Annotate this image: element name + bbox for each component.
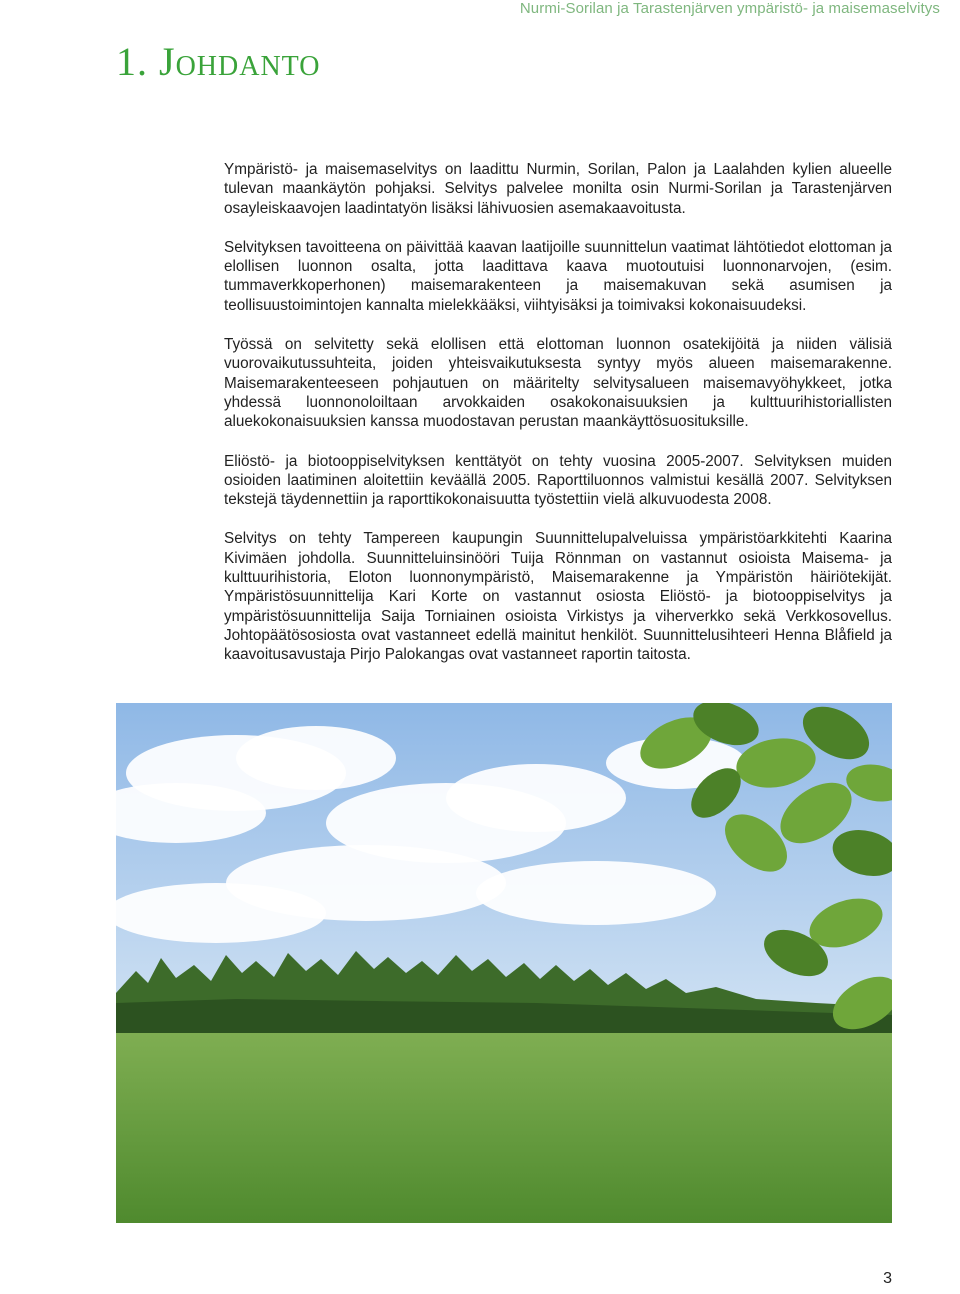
page-number: 3: [883, 1270, 892, 1287]
paragraph-methods: Työssä on selvitetty sekä elollisen että elottoman luonnon osatekijöitä ja niiden välisiä vuorovaikutussuhteita, joiden yhteisvaikutuksesta syntyy myös alueen maisemarakenne. Maisemarakenteeseen pohjautuen on määritelty selvitysalueen maisemavyöhykkeet, jotka yhdessä luonnonoloiltaan arvokkaiden osakokonaisuuksien ja kulttuurihistoriallisten aluekokonaisuuksien kanssa muodostavan perustan maankäyttösuosituksille.: [224, 336, 892, 431]
paragraph-schedule: Eliöstö- ja biotooppiselvityksen kenttätyöt on tehty vuosina 2005-2007. Selvityksen muiden osioiden laatiminen aloitettiin keväällä 2005. Raporttiluonnos valmistui kesällä 2007. Selvityksen tekstejä täydennettiin ja raporttikokonaisuutta työstettiin vielä alkuvuodesta 2008.: [224, 452, 892, 509]
meadow-landscape-photo: [116, 703, 892, 1223]
meadow: [116, 1033, 892, 1223]
paragraph-authors: Selvitys on tehty Tampereen kaupungin Suunnittelupalveluissa ympäristöarkkitehti Kaarina Kivimäen johdolla. Suunnitteluinsinööri Tuija Rönnman on vastannut osioista Maisema- ja kulttuurihistoria, Eloton luonnonympäristö, Maisemarakenne ja Ympäristön häiriötekijät. Ympäristösuunnittelija Kari Korte on vastannut osiosta Eliöstö- ja biotooppiselvitys ja ympäristösuunnittelija Saija Torniainen osioista Virkistys ja viherverkko sekä Verkkosovellus. Johtopäätösosiosta ovat vastanneet edellä mainitut henkilöt. Suunnittelusihteeri Henna Blåfield ja kaavoitusavustaja Pirjo Palokangas ovat vastanneet raportin taitosta.: [224, 530, 892, 664]
chapter-title: 1. Johdanto: [116, 39, 321, 84]
paragraph-intro: Ympäristö- ja maisemaselvitys on laadittu Nurmin, Sorilan, Palon ja Laalahden kylien alueelle tulevan maankäytön pohjaksi. Selvitys palvelee monilta osin Nurmi-Sorilan ja Tarastenjärven osayleiskaavojen laadintatyön lisäksi lähivuosien asemakaavoitusta.: [224, 161, 892, 217]
body-text: [224, 160, 892, 685]
paragraph-objective: Selvityksen tavoitteena on päivittää kaavan laatijoille suunnittelun vaatimat lähtötiedot elottoman ja elollisen luonnon osalta, jotta laadittava kaava muotoutuisi luonnonarvojen, (esim. tummaverkkoperhonen) maisemarakenteen ja maisemakuvan sekä asumisen ja teollisuustoimintojen kannalta mielekkääksi, viihtyisäksi ja toimivaksi kokonaisuudeksi.: [224, 238, 892, 314]
running-header: Nurmi-Sorilan ja Tarastenjärven ympäristö- ja maisemaselvitys: [519, 0, 940, 17]
photo-illustration: [116, 703, 892, 1223]
